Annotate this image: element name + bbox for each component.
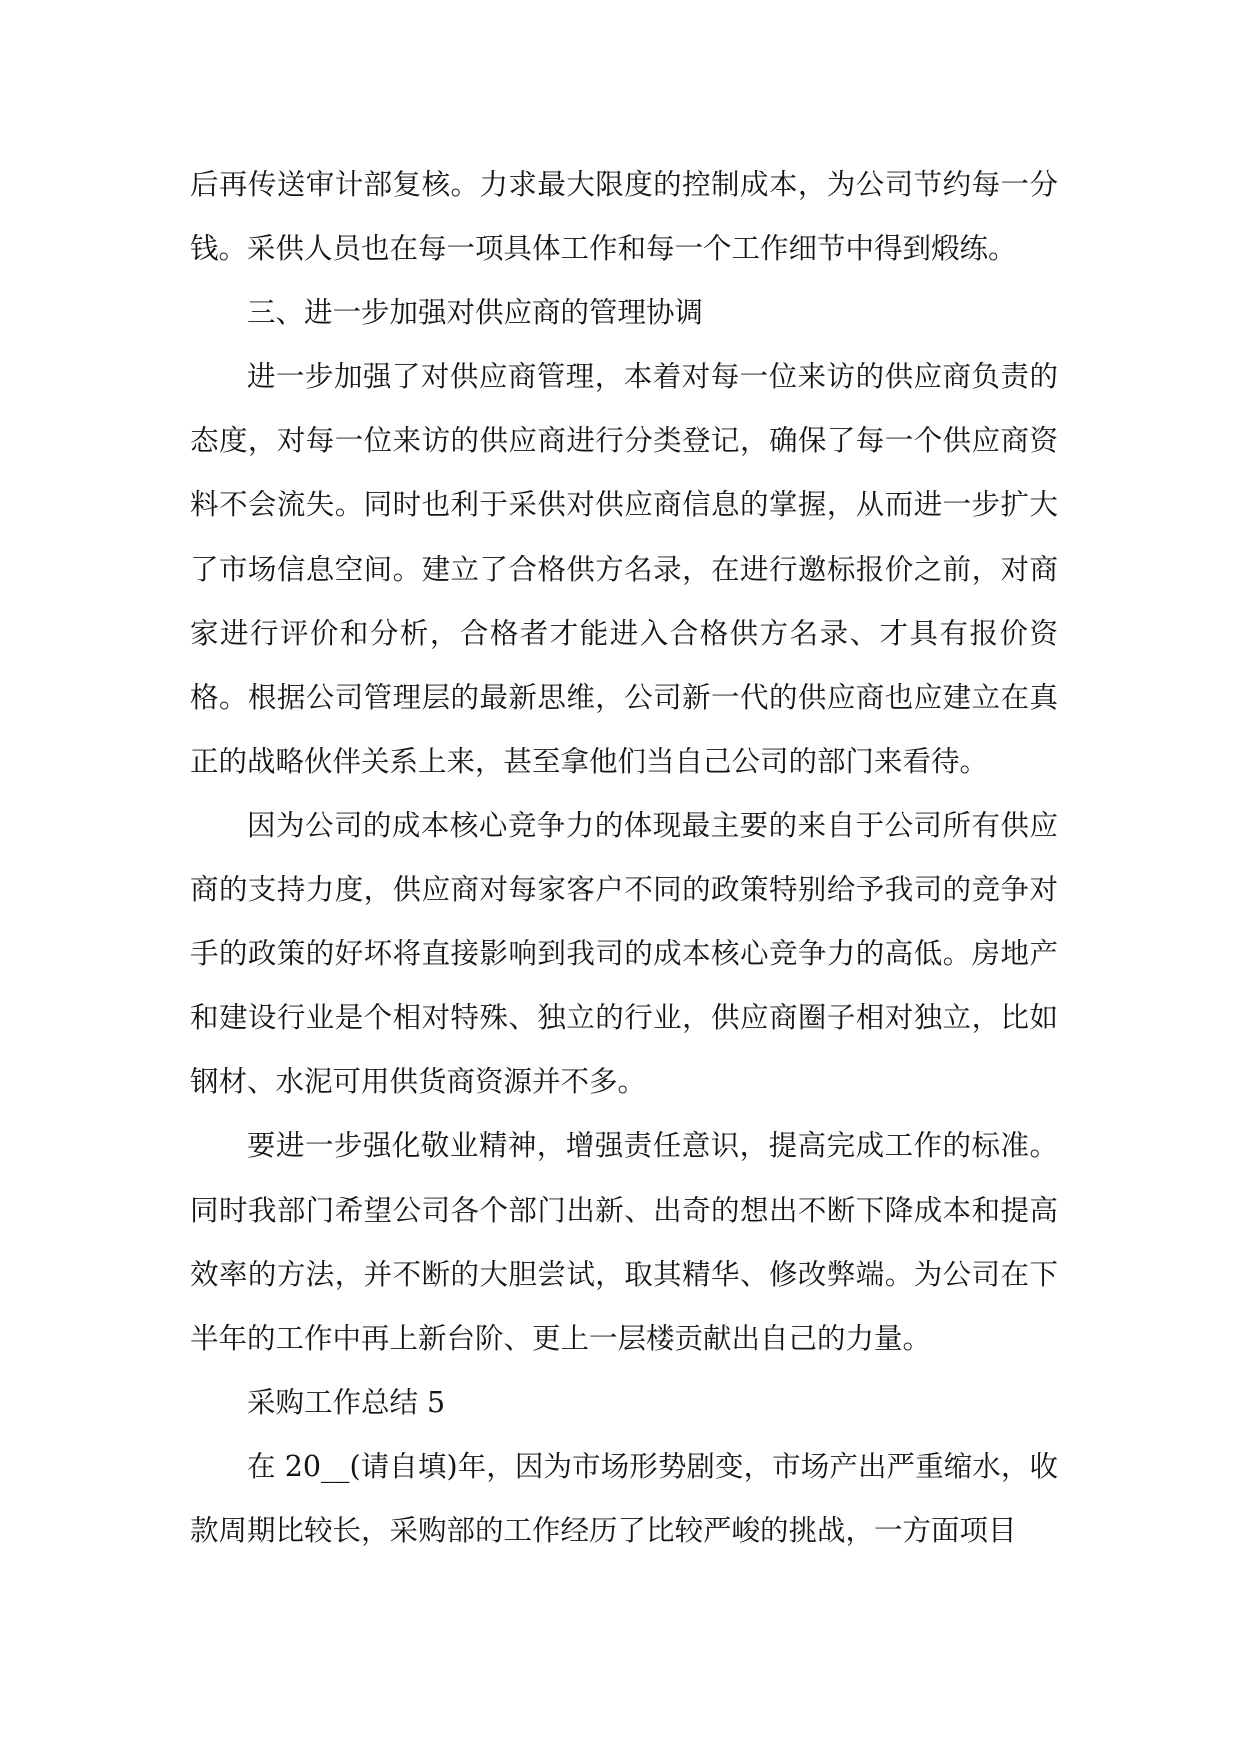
section-title-summary-5: 采购工作总结 5 — [247, 1385, 446, 1419]
paragraph-dedication: 要进一步强化敬业精神，增强责任意识，提高完成工作的标准。同时我部门希望公司各个部门出新、出奇的想出不断下降成本和提高效率的方法，并不断的大胆尝试，取其精华、修改弊端。为公司在下半年的工作中再上新台阶、更上一层楼贡献出自己的力量。 — [190, 1129, 1058, 1355]
paragraph-supplier-management: 进一步加强了对供应商管理，本着对每一位来访的供应商负责的态度，对每一位来访的供应商进行分类登记，确保了每一个供应商资料不会流失。同时也利于采供对供应商信息的掌握，从而进一步扩大了市场信息空间。建立了合格供方名录，在进行邀标报价之前，对商家进行评价和分析，合格者才能进入合格供方名录、才具有报价资格。根据公司管理层的最新思维，公司新一代的供应商也应建立在真正的战略伙伴关系上来，甚至拿他们当自己公司的部门来看待。 — [190, 360, 1058, 778]
document-body — [190, 153, 1058, 1563]
paragraph-cost-competitiveness: 因为公司的成本核心竞争力的体现最主要的来自于公司所有供应商的支持力度，供应商对每家客户不同的政策特别给予我司的竞争对手的政策的好坏将直接影响到我司的成本核心竞争力的高低。房地产和建设行业是个相对特殊、独立的行业，供应商圈子相对独立，比如钢材、水泥可用供货商资源并不多。 — [190, 808, 1058, 1099]
section-heading: 三、进一步加强对供应商的管理协调 — [247, 296, 704, 330]
paragraph-continuation: 后再传送审计部复核。力求最大限度的控制成本，为公司节约每一分钱。采供人员也在每一项具体工作和每一个工作细节中得到煅练。 — [190, 168, 1058, 266]
paragraph-year-intro: 在 20__(请自填)年，因为市场形势剧变，市场产出严重缩水，收款周期比较长，采购部的工作经历了比较严峻的挑战，一方面项目 — [190, 1449, 1058, 1547]
